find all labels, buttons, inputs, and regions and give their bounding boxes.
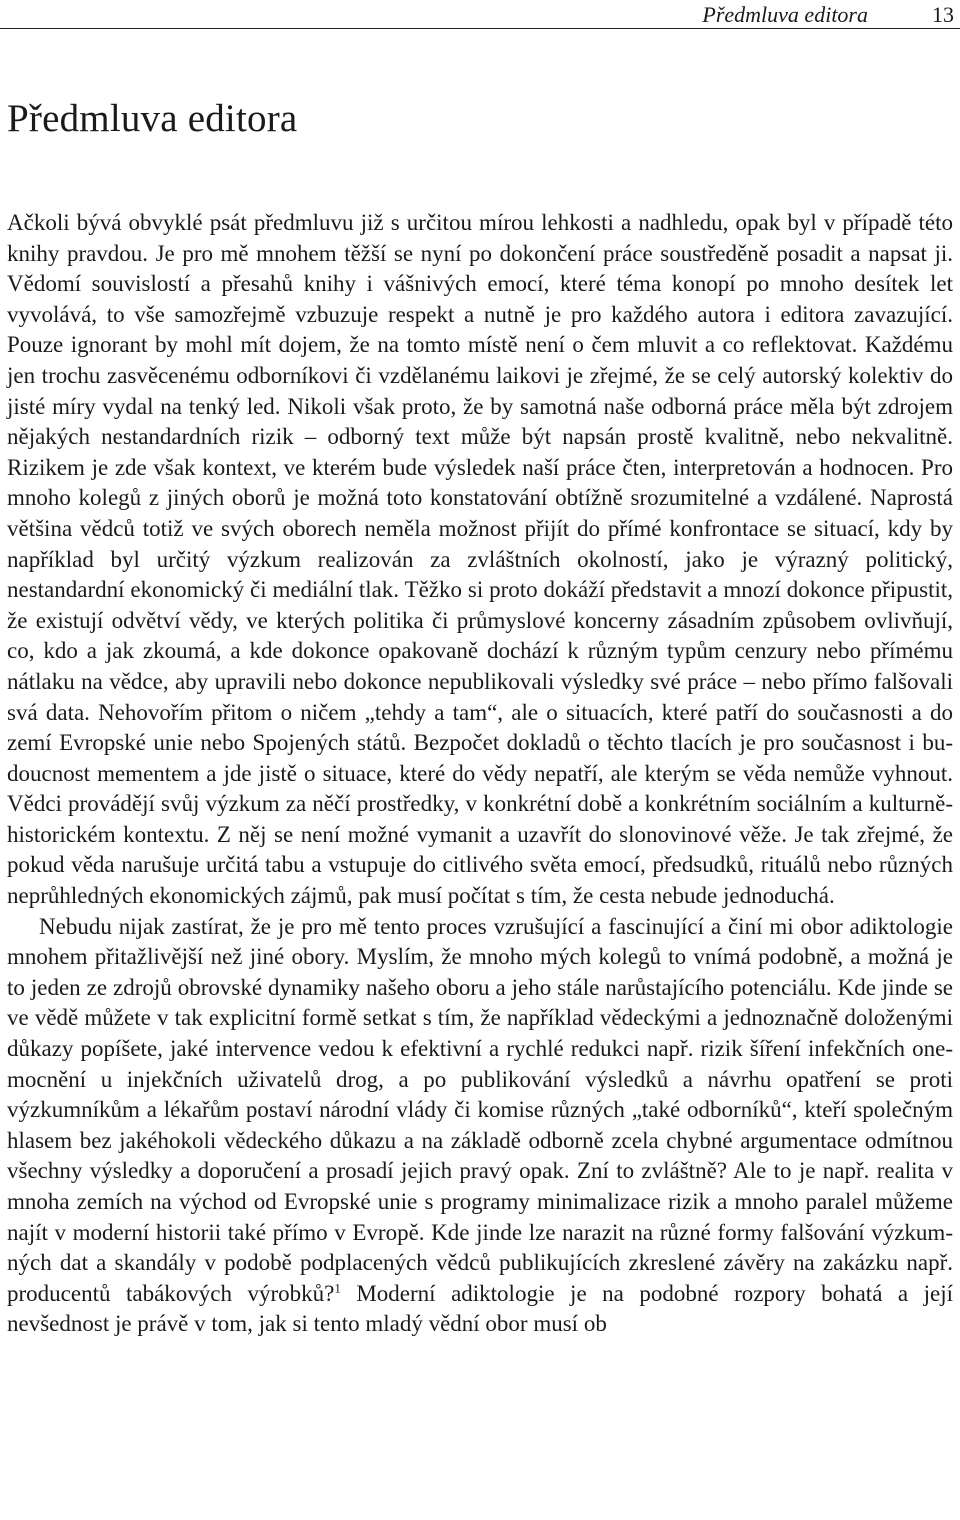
running-header <box>0 2 960 29</box>
running-title: Předmluva editora <box>702 2 868 27</box>
paragraph-text-continued: Moderní adiktologie je na podobné rozpory bohatá a její nevšednost je právě v tom, jak si tento mladý vědní obor musí ob <box>7 1280 953 1337</box>
page-number: 13 <box>932 2 954 27</box>
paragraph: Ačkoli bývá obvyklé psát předmluvu již s určitou mírou lehkosti a nadhledu, opak byl v případě této knihy pravdou. Je pro mě mnohem těžší se nyní po dokončení práce soustředěně posadit a napsat ji. Vědomí souvislostí a přesahů knihy i vášnivých emocí, které téma konopí po mnoho desítek let vyvolává, to vše samozřejmě vzbuzuje respekt a nutně je pro každého autora i editora zavazující. Pouze ignorant by mohl mít dojem, že na tomto místě není o čem mluvit a co reflektovat. Každému jen trochu zasvěcenému odborníkovi či vzdělanému laikovi je zřejmé, že se celý autorský kolektiv do jisté míry vydal na tenký led. Nikoli však proto, že by samotná naše odborná práce měla být zdrojem nějakých nestandardních rizik – odborný text může být napsán prostě kvalitně, nebo nekvalitně. Rizikem je zde však kontext, ve kterém bude výsledek naší práce čten, interpretován a hodnocen. Pro mnoho kolegů z jiných oborů je možná toto konstatování obtížně srozumitelné a vzdálené. Naprostá většina vědců totiž ve svých oborech neměla možnost přijít do přímé konfrontace se situací, kdy by například byl určitý výzkum realizován za zvláštních okolností, jako je výrazný politický, nestandardní ekonomický či mediální tlak. Těžko si proto dokáží představit a mnozí dokonce připustit, že existují odvětví vědy, ve kterých politika či průmyslové koncerny zásadním způsobem ovlivňují, co, kdo a jak zkoumá, a kde dokonce opakovaně dochází k různým typům cenzury nebo přímému nátlaku na vědce, aby upravili nebo dokonce nepublikovali výsledky své práce – nebo přímo falšovali svá data. Nehovořím přitom o ničem „tehdy a tam“, ale o situacích, které patří do současnosti a do zemí Evropské unie nebo Spojených států. Bezpočet dokladů o těchto tlacích je pro současnost i budoucnost mementem a jde jistě o situace, které do vědy nepatří, ale kterým se věda nemůže vyhnout. Vědci provádějí svůj výzkum za něčí prostředky, v konkrétní době a konkrétním sociálním a kulturně-historickém kontextu. Z něj se není možné vymanit a uzavřít do slonovinové věže. Je tak zřejmé, že pokud věda narušuje určitá tabu a vstupuje do citlivého světa emocí, předsudků, rituálů nebo různých neprůhledných ekonomických zájmů, pak musí počítat s tím, že cesta nebude jednoduchá. <box>7 210 953 909</box>
body-text <box>7 208 953 1340</box>
paragraph-text: Nebudu nijak zastírat, že je pro mě tento proces vzrušující a fascinující a činí mi obor adiktologie mnohem přitažlivější než jiné obory. Myslím, že mnoho mých kolegů to vnímá podobně, a možná je to jeden ze zdrojů obrovské dynamiky našeho oboru a jeho stále narůstajícího potenciálu. Kde jinde se ve vědě můžete v tak explicitní formě setkat s tím, že například vědeckými a jednoznačně doloženými důkazy popíšete, jaké intervence vedou k efektivní a rychlé redukci např. rizik šíření infekčních onemocnění u injekčních uživatelů drog, a po publikování výsledků a návrhu opatření se proti výzkumníkům a lékařům postaví národní vlády či komise různých „také odborníků“, kteří společným hlasem bez jakéhokoli vědeckého důkazu a na základě odborně zcela chybné argumentace odmítnou všechny výsledky a doporučení a prosadí jejich pravý opak. Zní to zvláštně? Ale to je např. realita v mnoha zemích na východ od Evropské unie s programy minimalizace rizik a mnoho paralel můžeme najít v moderní historii také přímo v Evropě. Kde jinde lze narazit na různé formy falšování výzkumných dat a skandály v podobě podplacených vědců publikujících zkreslené závěry na zakázku např. producentů tabákových výrobků? <box>7 913 953 1306</box>
chapter-title: Předmluva editora <box>7 97 298 140</box>
footnote-reference[interactable]: 1 <box>334 1280 341 1296</box>
paragraph <box>7 912 953 1340</box>
